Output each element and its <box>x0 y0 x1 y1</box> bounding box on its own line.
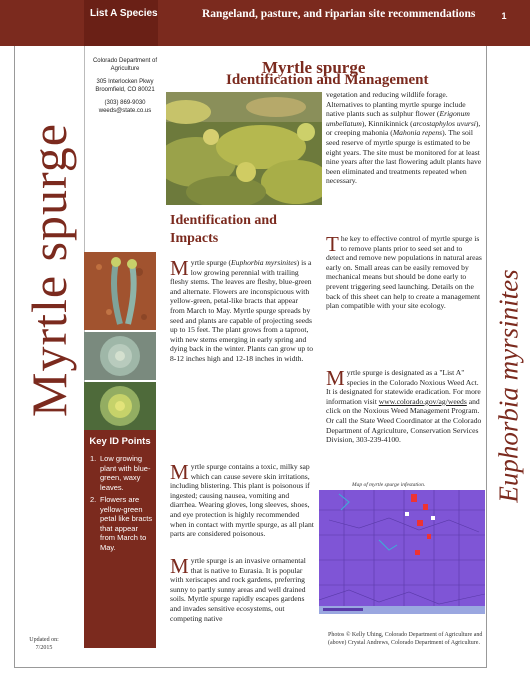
infestation-marker <box>431 516 435 520</box>
main-title-line1: Myrtle spurge <box>262 58 366 77</box>
updated-label: Updated on: <box>29 637 59 643</box>
infestation-marker <box>423 504 428 510</box>
section-heading <box>170 212 320 248</box>
field-photo <box>166 92 322 205</box>
section-heading-line2: Impacts <box>170 231 219 246</box>
updated-date: 7/2015 <box>35 644 53 651</box>
email: weeds@state.co.us <box>98 107 152 114</box>
main-title-line2: Identification and Management <box>226 72 429 88</box>
paragraph-toxicity: Myrtle spurge contains a toxic, milky sap which can cause severe skin irritations, including blistering. This plant is poisonous if ingested; causing nausea, vomiting and diarrhea. Wearing gloves, long sleeves, shoes, and eye protection is highly recommended when in contact with myrtle spurge, as all plant parts are considered poisonous. <box>170 460 314 539</box>
paragraph-origin: Myrtle spurge is an invasive ornamental that is native to Eurasia. It is popular with xeriscapes and rock gardens, preferring sunny to partly sunny areas and well drained soils. Myrtle spurge rapidly escapes gardens and invades sensitive ecosystems, out competing native <box>170 554 306 623</box>
org-line2: Agriculture <box>110 65 140 72</box>
list-label: List A Species <box>90 8 158 19</box>
section-heading-line1: Identification and <box>170 213 277 228</box>
photo-credits: Photos © Kelly Uhing, Colorado Department of Agriculture and (above) Crystal Andrews, Colorado Department of Agriculture. <box>328 632 483 646</box>
dropcap: M <box>170 460 189 484</box>
infestation-marker <box>405 512 409 516</box>
vertical-common-name <box>15 120 83 420</box>
key-id-points <box>84 430 156 648</box>
infestation-marker <box>415 550 420 555</box>
scientific-name-inline: Euphorbia myrsinites <box>231 258 297 267</box>
updated-note <box>22 637 66 652</box>
dropcap: M <box>170 256 189 280</box>
dropcap: M <box>326 366 345 390</box>
key-points-title: Key ID Points <box>89 436 151 447</box>
common-name-text: Myrtle spurge <box>21 123 77 417</box>
infestation-marker <box>427 534 431 539</box>
address-line2: Broomfield, CO 80021 <box>95 86 155 93</box>
list-tab <box>84 0 158 46</box>
map-caption: Map of myrtle spurge infestation. <box>352 482 426 488</box>
weeds-website-link[interactable]: www.colorado.gov/ag/weeds <box>378 396 467 406</box>
infestation-marker <box>411 494 417 502</box>
scientific-name-text: Euphorbia myrsinites <box>493 269 523 503</box>
list-item: 2. Flowers are yellow-green petal like bracts that appear from March to May. <box>90 495 153 552</box>
phone: (303) 869-9030 <box>104 100 146 106</box>
infestation-marker <box>417 520 423 526</box>
org-line1: Colorado Department of <box>92 58 158 64</box>
paragraph-description: Myrtle spurge (Euphorbia myrsinites) is a low growing perennial with trailing fleshy stems. The leaves are fleshy, blue-green and alternate. Flowers are inconspicuous with yellow-green, petal-like bracts that appear from March to May. Myrtle spurge spreads by seed and plants are capable of projecting seeds up to 15 feet. The plant grows from a taproot, with new stems emerging in early spring and dying back in the winter. Plants can grow up to 8-12 inches high and 12-18 inches in width. <box>170 256 313 363</box>
paragraph-control: The key to effective control of myrtle spurge is to remove plants prior to seed set and to detect and remove new populations in natural areas early on. Small areas can be easily removed by mechanical means but should be done early to prevent triggering seed launching. Details on the back of this sheet can help to create a management plan compatible with your site ecology. <box>326 232 482 311</box>
list-item: 1. Low growing plant with blue-green, waxy leaves. <box>90 454 151 492</box>
frame-bottom-line <box>14 667 487 668</box>
header-bar <box>0 0 530 46</box>
page-number: 1 <box>501 11 507 21</box>
header-title: Rangeland, pasture, and riparian site recommendations <box>202 8 476 20</box>
dropcap: M <box>170 554 189 578</box>
paragraph-designation: Myrtle spurge is designated as a "List A" species in the Colorado Noxious Weed Act. It is designated for statewide eradication. For more information visit www.colorado.gov/ag/weeds and click on the Noxious Weed Management Program. Or call the State Weed Coordinator at the Colorado Department of Agriculture, Conservation Services Division, 303-239-4100. <box>326 366 482 445</box>
dropcap: T <box>326 232 339 256</box>
plant-photos <box>84 252 156 430</box>
key-points-list <box>90 454 154 555</box>
paragraph-alternatives: vegetation and reducing wildlife forage. Alternatives to planting myrtle spurge include native plants such as sulphur flower (Erigonum umbellatum), Kinnikinnick (arcostaphylos uvursi), or creeping mahonia (Mahonia repens). The soil seed reserve of myrtle spurge is estimated to be eight years. The site must be monitored for at least nine years after the last flowering adult plants have been eliminated and treatments repeated when necessary. <box>326 90 482 186</box>
infestation-map <box>319 490 485 614</box>
vertical-scientific-name <box>487 196 530 576</box>
address-line1: 305 Interlocken Pkwy <box>96 79 154 85</box>
contact-block <box>84 58 166 115</box>
